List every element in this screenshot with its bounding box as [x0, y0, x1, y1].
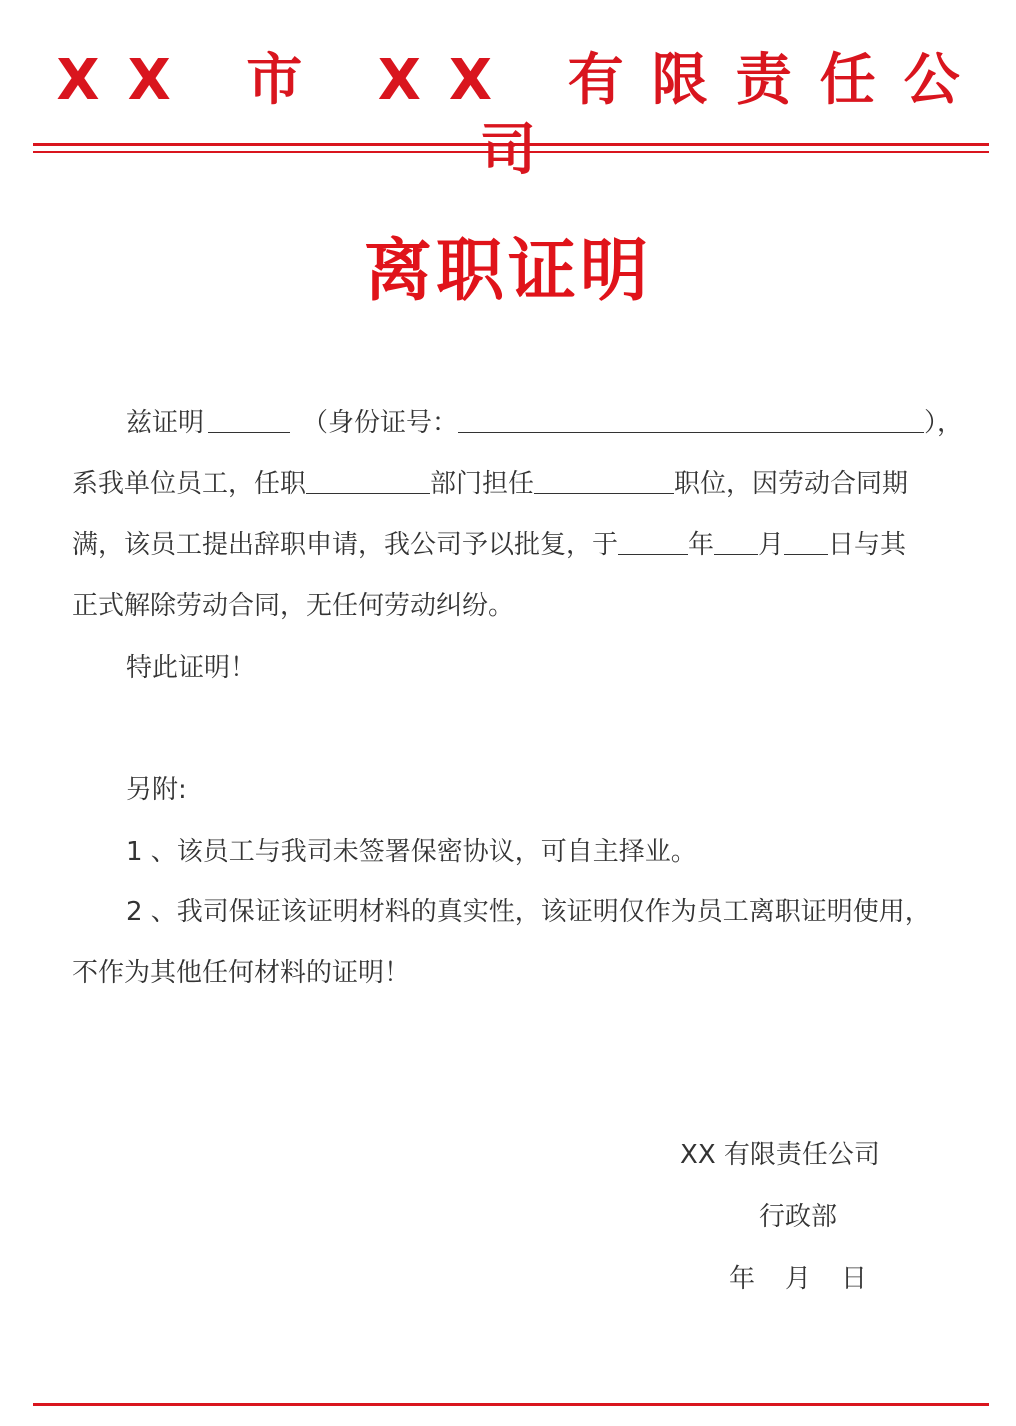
certificate-line-2 [72, 454, 908, 514]
resignation-text: 满，该员工提出辞职申请，我公司予以批复，于 [72, 530, 619, 560]
attachment-item-2-line-2: 不作为其他任何材料的证明！ [72, 958, 411, 988]
document-title: 离职证明 [363, 232, 652, 311]
day-blank [784, 524, 828, 555]
id-number-blank [458, 402, 924, 433]
signature-date-day: 日 [841, 1264, 868, 1294]
position-blank [534, 463, 674, 494]
attachment-heading: 另附: [126, 775, 187, 805]
certificate-line-3 [72, 515, 906, 575]
letterhead-divider-top [33, 143, 989, 146]
certificate-line-4: 正式解除劳动合同，无任何劳动纠纷。 [72, 591, 515, 621]
id-number-label: （身份证号： [302, 408, 459, 438]
attachment-item-2-line-1: 2 、我司保证该证明材料的真实性，该证明仅作为员工离职证明使用， [126, 897, 931, 927]
signature-department: 行政部 [758, 1202, 837, 1232]
month-blank [714, 524, 758, 555]
closing-statement: 特此证明！ [126, 653, 257, 683]
signature-date [648, 1248, 948, 1310]
year-label: 年 [688, 530, 715, 560]
certificate-line-1 [126, 393, 963, 453]
employee-name-blank [208, 402, 290, 433]
letterhead-company-name: XX 市 XX 有限责任公 [56, 48, 988, 113]
department-label: 部门担任 [430, 469, 535, 499]
position-label: 职位，因劳动合同期 [674, 469, 909, 499]
department-blank [306, 463, 430, 494]
letterhead-divider-bottom [33, 151, 989, 153]
employee-position-text: 系我单位员工，任职 [72, 469, 307, 499]
id-number-close: ）， [924, 408, 964, 438]
month-label: 月 [758, 530, 785, 560]
signature-date-year: 年 [728, 1264, 755, 1294]
signature-date-month: 月 [784, 1264, 811, 1294]
signature-company: XX 有限责任公司 [680, 1140, 880, 1170]
footer-divider [33, 1403, 989, 1406]
attachment-item-1: 1 、该员工与我司未签署保密协议，可自主择业。 [126, 837, 697, 867]
certify-label: 兹证明 [126, 408, 205, 438]
day-label: 日与其 [828, 530, 907, 560]
year-blank [618, 524, 688, 555]
